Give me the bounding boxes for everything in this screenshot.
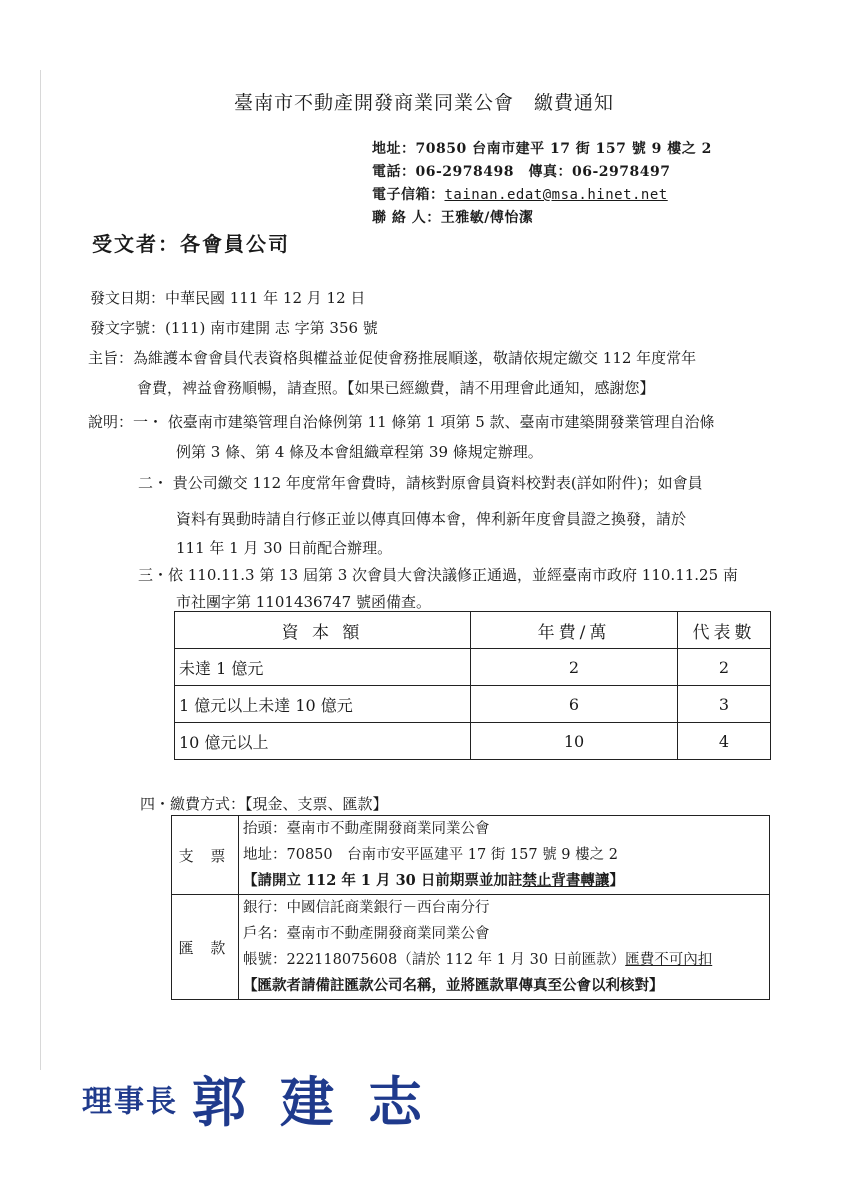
payment-heading: 四・繳費方式：【現金、支票、匯款】: [140, 795, 388, 813]
payment-row-remit: [172, 895, 770, 1000]
contact-phone: 電話：06-2978498 傳真：06-2978497: [372, 164, 671, 180]
check-address: 地址：70850 台南市安平區建平 17 街 157 號 9 樓之 2: [243, 847, 618, 863]
fee-header-capital: 資 本 額: [175, 612, 471, 649]
explanation-item1-line2: 例第 3 條、第 4 條及本會組織章程第 39 條規定辦理。: [176, 443, 543, 461]
fee-cell-capital: 10 億元以上: [175, 723, 471, 760]
explanation-item3-line1: 三・依 110.11.3 第 13 屆第 3 次會員大會決議修正通過，並經臺南市政府 110.11.25 南: [138, 566, 738, 584]
contact-block: [372, 138, 712, 230]
subject-line-1: 主旨：為維護本會會員代表資格與權益並促使會務推展順遂，敬請依規定繳交 112 年度常年: [88, 349, 697, 367]
fee-cell-annual: 10: [471, 723, 678, 760]
explanation-item3-line2: 市社團字第 1101436747 號函備查。: [176, 593, 431, 611]
fee-cell-capital: 未達 1 億元: [175, 649, 471, 686]
remit-bank: 銀行：中國信託商業銀行－西台南分行: [243, 900, 490, 916]
fee-cell-reps: 2: [678, 649, 771, 686]
remit-account-number: [243, 947, 765, 973]
explanation-item2-line3: 111 年 1 月 30 日前配合辦理。: [176, 539, 393, 557]
signature-title: 理事長: [82, 1084, 178, 1120]
fee-header-annual: 年費/萬: [471, 612, 678, 649]
signature-name: 郭建志: [192, 1070, 456, 1134]
explanation-item1-line1: 說明：一・ 依臺南市建築管理自治條例第 11 條第 1 項第 5 款、臺南市建築開發業管理自治條: [88, 413, 715, 431]
fee-cell-annual: 6: [471, 686, 678, 723]
fee-cell-capital: 1 億元以上未達 10 億元: [175, 686, 471, 723]
check-note-text: 【請開立 112 年 1 月 30 日前期票並加註: [243, 872, 523, 889]
contact-person: 聯 絡 人：王雅敏/傅怡潔: [372, 210, 534, 226]
signature-stamp: [82, 1060, 456, 1137]
fee-table-row: [175, 723, 771, 760]
document-title: 臺南市不動產開發商業同業公會 繳費通知: [233, 92, 614, 114]
remit-account-text: 帳號：222118075608（請於 112 年 1 月 30 日前匯款）: [243, 952, 626, 968]
payment-label-check: 支 票: [172, 816, 239, 895]
issue-date: 發文日期：中華民國 111 年 12 月 12 日: [90, 289, 366, 307]
payment-row-check: [172, 816, 770, 895]
check-note-emphasis: 禁止背書轉讓: [522, 872, 610, 889]
fee-cell-reps: 3: [678, 686, 771, 723]
fee-table-header: [175, 612, 771, 649]
subject-line-2: 會費，裨益會務順暢，請查照。【如果已經繳費，請不用理會此通知，感謝您】: [137, 379, 655, 397]
scan-edge-line: [40, 70, 41, 1070]
fee-table-row: [175, 686, 771, 723]
payment-label-remit: 匯 款: [172, 895, 239, 1000]
payment-remit-details: [239, 895, 770, 1000]
contact-address: 地址：70850 台南市建平 17 街 157 號 9 樓之 2: [372, 141, 712, 157]
check-note: [243, 868, 765, 894]
fee-table-row: [175, 649, 771, 686]
payment-table: [171, 815, 770, 1000]
check-note-end: 】: [609, 872, 624, 889]
fee-table: [174, 611, 771, 760]
contact-email-row: [372, 184, 712, 207]
fee-cell-annual: 2: [471, 649, 678, 686]
remit-account-name: 戶名：臺南市不動產開發商業同業公會: [243, 926, 490, 942]
explanation-item2-line2: 資料有異動時請自行修正並以傳真回傳本會，俾利新年度會員證之換發，請於: [176, 510, 687, 528]
recipient: 受文者：各會員公司: [92, 232, 290, 256]
check-payee: 抬頭：臺南市不動產開發商業同業公會: [243, 821, 490, 837]
explanation-item2-line1: 二・ 貴公司繳交 112 年度常年會費時，請核對原會員資料校對表(詳如附件)；如會員: [138, 474, 703, 492]
remit-fee-note: 匯費不可內扣: [625, 952, 713, 968]
document-number: 發文字號：(111) 南市建開 志 字第 356 號: [90, 319, 378, 337]
remit-note: 【匯款者請備註匯款公司名稱，並將匯款單傳真至公會以利核對】: [243, 977, 664, 994]
payment-check-details: [239, 816, 770, 895]
fee-header-reps: 代表數: [678, 612, 771, 649]
fee-cell-reps: 4: [678, 723, 771, 760]
contact-email-link[interactable]: tainan.edat@msa.hinet.net: [444, 187, 668, 203]
contact-email-label: 電子信箱：: [372, 187, 445, 203]
